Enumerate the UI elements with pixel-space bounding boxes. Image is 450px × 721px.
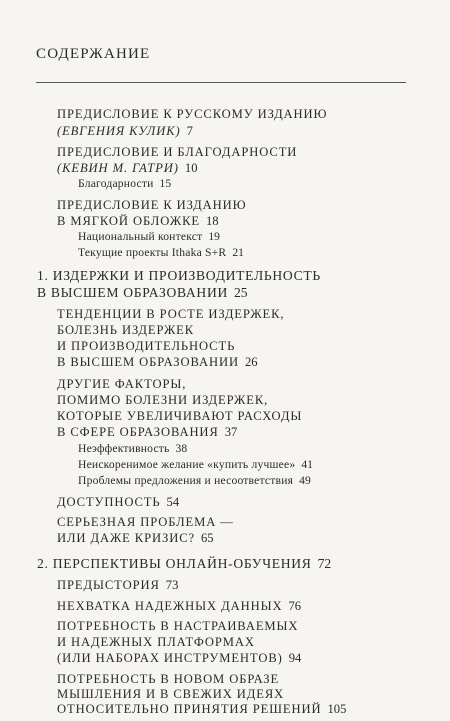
toc-entry-author: (КЕВИН М. ГАТРИ) bbox=[57, 161, 179, 175]
toc-entry-need-mindset-line2 bbox=[57, 686, 284, 702]
toc-entry-need-mindset-line3 bbox=[57, 701, 346, 717]
toc-entry-text: ПОТРЕБНОСТЬ В НОВОМ ОБРАЗЕ bbox=[57, 672, 280, 686]
toc-entry-text: В ВЫСШЕМ ОБРАЗОВАНИИ bbox=[57, 355, 239, 369]
toc-page-number: 65 bbox=[200, 531, 214, 545]
toc-entry-text: СЕРЬЕЗНАЯ ПРОБЛЕМА — bbox=[57, 515, 234, 529]
toc-page-number: 72 bbox=[317, 556, 332, 571]
toc-entry-preface-ack bbox=[57, 144, 297, 160]
toc-entry-preface-ru bbox=[57, 106, 327, 122]
toc-entry-need-platforms-line2 bbox=[57, 634, 255, 650]
toc-page-number: 25 bbox=[233, 285, 248, 300]
toc-entry-serious-line2 bbox=[57, 530, 214, 546]
toc-subentry-inefficiency bbox=[78, 441, 187, 457]
toc-page-number: 37 bbox=[224, 425, 238, 439]
toc-entry-text: КОТОРЫЕ УВЕЛИЧИВАЮТ РАСХОДЫ bbox=[57, 409, 303, 423]
toc-entry-text: Проблемы предложения и несоответствия bbox=[78, 474, 294, 487]
toc-page-number: 54 bbox=[166, 495, 180, 509]
toc-entry-text: БОЛЕЗНЬ ИЗДЕРЖЕК bbox=[57, 323, 195, 337]
toc-entry-preface-ru-author bbox=[57, 123, 193, 139]
toc-page-number: 94 bbox=[288, 651, 302, 665]
page-title: СОДЕРЖАНИЕ bbox=[36, 46, 151, 62]
toc-entry-text: ДРУГИЕ ФАКТОРЫ, bbox=[57, 377, 187, 391]
toc-entry-text: ИЛИ ДАЖЕ КРИЗИС? bbox=[57, 531, 195, 545]
toc-entry-text: (ИЛИ НАБОРАХ ИНСТРУМЕНТОВ) bbox=[57, 651, 283, 665]
toc-entry-trends-line4 bbox=[57, 354, 258, 370]
toc-entry-text: 1. ИЗДЕРЖКИ И ПРОИЗВОДИТЕЛЬНОСТЬ bbox=[37, 268, 321, 283]
toc-entry-other-factors-line3 bbox=[57, 408, 302, 424]
toc-subentry-supply bbox=[78, 473, 311, 489]
toc-entry-serious bbox=[57, 514, 234, 530]
toc-page-number: 21 bbox=[232, 246, 244, 259]
toc-entry-trends-line2 bbox=[57, 322, 194, 338]
toc-page-number: 18 bbox=[205, 214, 219, 228]
toc-entry-text: И НАДЕЖНЫХ ПЛАТФОРМАХ bbox=[57, 635, 255, 649]
toc-entry-text: МЫШЛЕНИЯ И В СВЕЖИХ ИДЕЯХ bbox=[57, 687, 285, 701]
toc-entry-text: ПРЕДИСЛОВИЕ К ИЗДАНИЮ bbox=[57, 198, 247, 212]
toc-entry-text: Неэффективность bbox=[78, 442, 170, 455]
toc-entry-text: ПРЕДЫСТОРИЯ bbox=[57, 578, 160, 592]
toc-entry-text: ПОМИМО БОЛЕЗНИ ИЗДЕРЖЕК, bbox=[57, 393, 269, 407]
toc-page-number: 7 bbox=[186, 124, 193, 138]
toc-entry-author: (ЕВГЕНИЯ КУЛИК) bbox=[57, 124, 181, 138]
toc-entry-lack-data bbox=[57, 598, 301, 614]
toc-entry-preface-paperback-line2 bbox=[57, 213, 219, 229]
toc-entry-text: Текущие проекты Ithaka S+R bbox=[78, 246, 227, 259]
toc-entry-text: ПОТРЕБНОСТЬ В НАСТРАИВАЕМЫХ bbox=[57, 619, 299, 633]
toc-entry-text: Благодарности bbox=[78, 177, 154, 190]
toc-page-number: 49 bbox=[299, 474, 311, 487]
toc-page-number: 19 bbox=[208, 230, 220, 243]
toc-entry-need-mindset bbox=[57, 671, 279, 687]
toc-entry-trends-line3 bbox=[57, 338, 235, 354]
toc-entry-text: ПРЕДИСЛОВИЕ И БЛАГОДАРНОСТИ bbox=[57, 145, 298, 159]
toc-entry-prehistory bbox=[57, 577, 178, 593]
toc-page-number: 73 bbox=[165, 578, 179, 592]
toc-page-number: 26 bbox=[244, 355, 258, 369]
toc-entry-text: И ПРОИЗВОДИТЕЛЬНОСТЬ bbox=[57, 339, 236, 353]
toc-page-number: 15 bbox=[159, 177, 172, 190]
toc-entry-text: ОТНОСИТЕЛЬНО ПРИНЯТИЯ РЕШЕНИЙ bbox=[57, 702, 322, 716]
toc-page-number: 41 bbox=[301, 458, 313, 471]
toc-entry-other-factors bbox=[57, 376, 186, 392]
toc-entry-text: ТЕНДЕНЦИИ В РОСТЕ ИЗДЕРЖЕК, bbox=[57, 307, 285, 321]
toc-page-number: 38 bbox=[175, 442, 188, 455]
toc-entry-access bbox=[57, 494, 179, 510]
toc-entry-text: В МЯГКОЙ ОБЛОЖКЕ bbox=[57, 214, 200, 228]
toc-entry-text: В ВЫСШЕМ ОБРАЗОВАНИИ bbox=[37, 285, 228, 300]
toc-subentry-national bbox=[78, 229, 220, 245]
toc-entry-need-platforms bbox=[57, 618, 298, 634]
toc-entry-text: ПРЕДИСЛОВИЕ К РУССКОМУ ИЗДАНИЮ bbox=[57, 107, 328, 121]
toc-chapter-1 bbox=[37, 268, 321, 284]
toc-entry-text: НЕХВАТКА НАДЕЖНЫХ ДАННЫХ bbox=[57, 599, 283, 613]
toc-chapter-1-line2 bbox=[37, 285, 248, 301]
toc-entry-other-factors-line2 bbox=[57, 392, 268, 408]
toc-subentry-current bbox=[78, 245, 244, 261]
toc-entry-preface-paperback bbox=[57, 197, 246, 213]
toc-page-number: 105 bbox=[327, 702, 347, 716]
toc-subentry-acknowledgments bbox=[78, 176, 171, 192]
toc-entry-text: Национальный контекст bbox=[78, 230, 203, 243]
toc-page-number: 10 bbox=[184, 161, 198, 175]
toc-entry-text: ДОСТУПНОСТЬ bbox=[57, 495, 161, 509]
toc-entry-preface-ack-author bbox=[57, 160, 197, 176]
toc-entry-need-platforms-line3 bbox=[57, 650, 301, 666]
toc-entry-text: Неискоренимое желание «купить лучшее» bbox=[78, 458, 296, 471]
toc-page-number: 76 bbox=[288, 599, 302, 613]
toc-entry-trends bbox=[57, 306, 284, 322]
toc-subentry-desire bbox=[78, 457, 313, 473]
toc-entry-text: В СФЕРЕ ОБРАЗОВАНИЯ bbox=[57, 425, 219, 439]
toc-chapter-2 bbox=[37, 556, 331, 572]
toc-entry-text: 2. ПЕРСПЕКТИВЫ ОНЛАЙН-ОБУЧЕНИЯ bbox=[37, 556, 312, 571]
toc-entry-other-factors-line4 bbox=[57, 424, 237, 440]
